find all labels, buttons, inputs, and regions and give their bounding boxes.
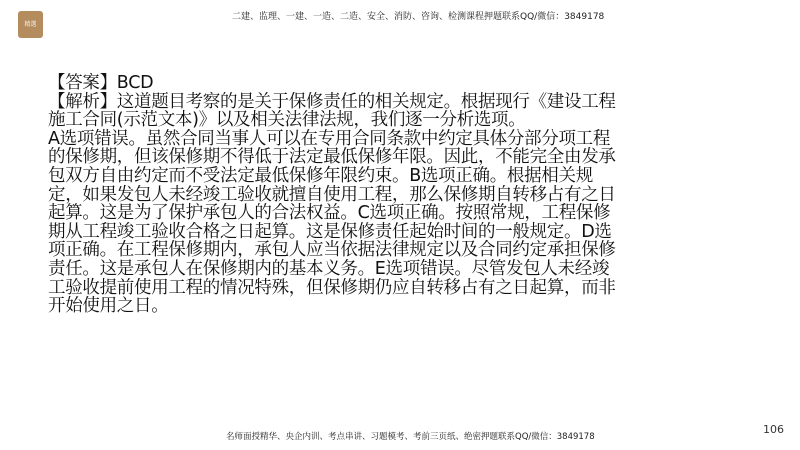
answer-line: 【答案】BCD bbox=[48, 73, 154, 93]
answer-content bbox=[48, 74, 624, 316]
explanation-paragraph: 【解析】这道题目考察的是关于保修责任的相关规定。根据现行《建设工程施工合同(示范文本)》以及相关法律法规，我们逐一分析选项。 bbox=[48, 91, 616, 131]
footer-contact-text: 名师面授精华、央企内训、考点串讲、习题模考、考前三页纸、绝密押题联系QQ/微信：3849178 bbox=[226, 432, 595, 442]
analysis-paragraph: A选项错误。虽然合同当事人可以在专用合同条款中约定具体分部分项工程的保修期，但该保修期不得低于法定最低保修年限。因此，不能完全由发承包双方自由约定而不受法定最低保修年限约束。B选项正确。根据相关规定，如果发包人未经竣工验收就擅自使用工程，那么保修期自转移占有之日起算。这是为了保护承包人的合法权益。C选项正确。按照常规，工程保修期从工程竣工验收合格之日起算。这是保修责任起始时间的一般规定。D选项正确。在工程保修期内，承包人应当依据法律规定以及合同约定承担保修责任。这是承包人在保修期内的基本义务。E选项错误。尽管发包人未经竣工验收提前使用工程的情况特殊，但保修期仍应自转移占有之日起算，而非开始使用之日。 bbox=[48, 128, 616, 317]
logo: 精選 bbox=[18, 11, 43, 38]
page-number: 106 bbox=[763, 423, 784, 436]
header-contact-text: 二建、监理、一建、一造、二造、安全、消防、咨询、检测课程押题联系QQ/微信：3849178 bbox=[232, 12, 605, 22]
